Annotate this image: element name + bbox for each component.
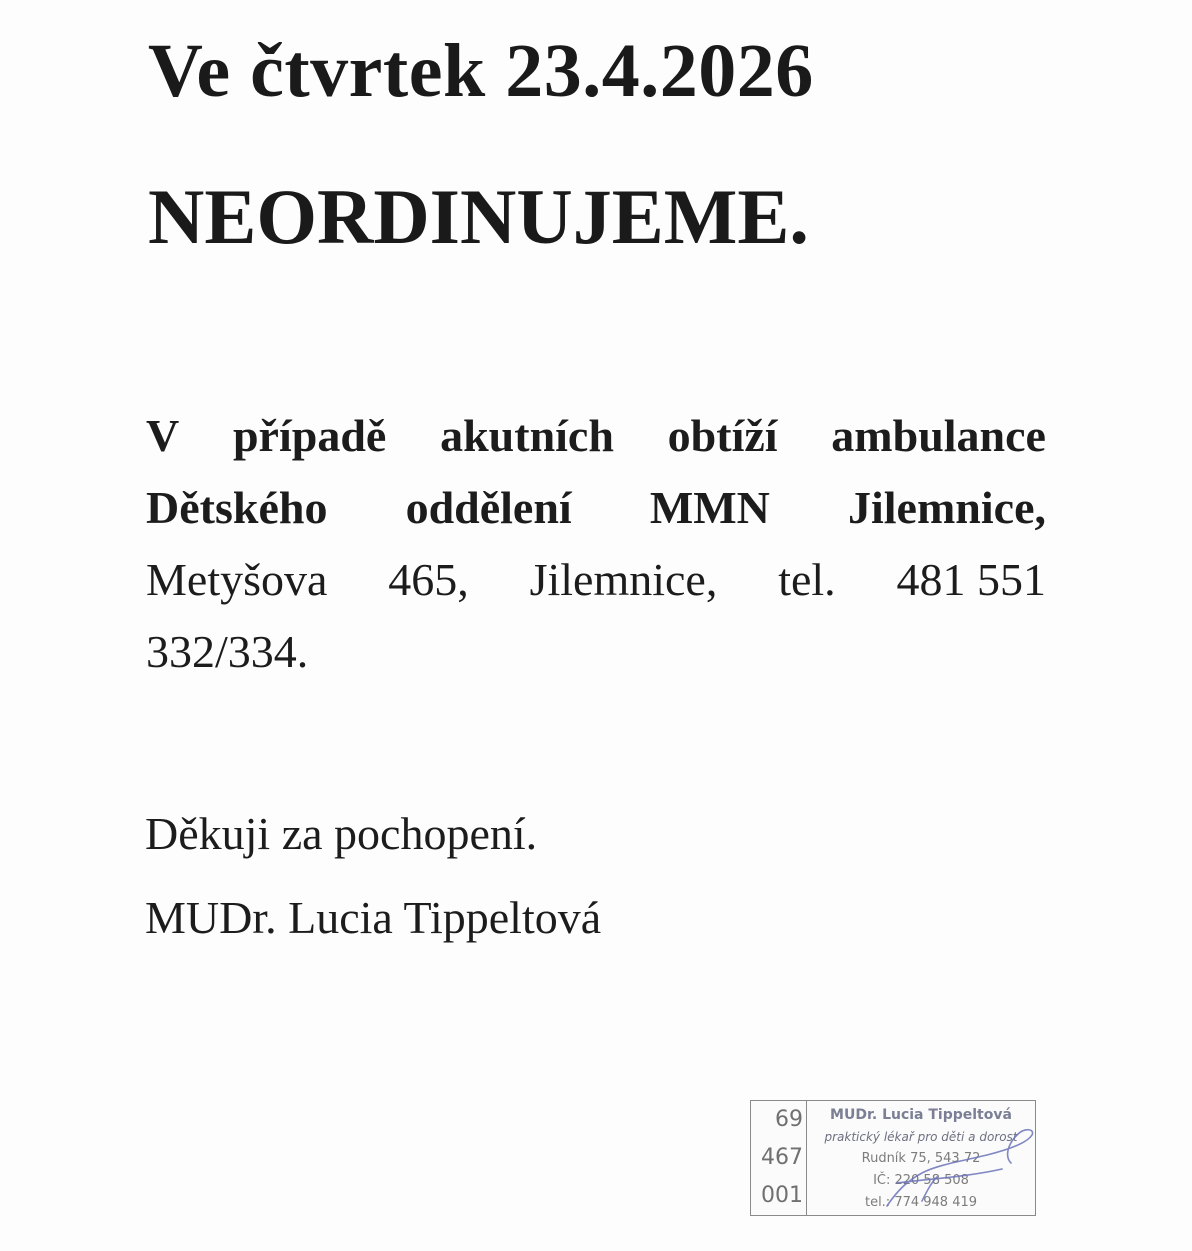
stamp-address: Rudník 75, 543 72	[861, 1150, 981, 1166]
info-word: 481 551	[896, 554, 1046, 605]
info-word: případě	[232, 410, 387, 461]
stamp-code-column	[751, 1101, 807, 1215]
info-word: 332/334.	[146, 626, 309, 677]
info-word: MMN	[649, 482, 770, 533]
headline-closed-notice: NEORDINUJEME.	[148, 173, 809, 260]
stamp-ic: IČ: 220 58 508	[873, 1172, 969, 1188]
doctor-stamp	[750, 1100, 1036, 1216]
info-word: obtíží	[667, 410, 778, 461]
info-word: akutních	[440, 410, 614, 461]
stamp-title: praktický lékař pro děti a dorost	[824, 1129, 1018, 1144]
info-line-4-phone-ext	[146, 616, 1046, 688]
info-word: Jilemnice,	[529, 554, 718, 605]
stamp-code-line: 69	[775, 1107, 803, 1132]
info-word: ambulance	[831, 410, 1046, 461]
stamp-code-line: 001	[761, 1183, 803, 1208]
signature-line: MUDr. Lucia Tippeltová	[145, 892, 602, 943]
info-word: oddělení	[405, 482, 572, 533]
stamp-code-line: 467	[761, 1145, 803, 1170]
info-word: Metyšova	[146, 554, 328, 605]
stamp-details	[807, 1101, 1035, 1215]
stamp-phone: tel.: 774 948 419	[864, 1194, 978, 1210]
info-line-3-address	[146, 544, 1046, 616]
info-word: Dětského	[146, 482, 328, 533]
headline-date: Ve čtvrtek 23.4.2026	[148, 29, 814, 113]
thanks-line: Děkuji za pochopení.	[145, 808, 538, 859]
info-word: tel.	[778, 554, 836, 605]
emergency-info-paragraph	[146, 400, 1046, 688]
info-line-2	[146, 472, 1046, 544]
info-word: Jilemnice,	[848, 482, 1046, 533]
info-word: V	[146, 410, 180, 461]
stamp-name: MUDr. Lucia Tippeltová	[830, 1106, 1012, 1123]
info-word: 465,	[388, 554, 469, 605]
info-line-1	[146, 400, 1046, 472]
